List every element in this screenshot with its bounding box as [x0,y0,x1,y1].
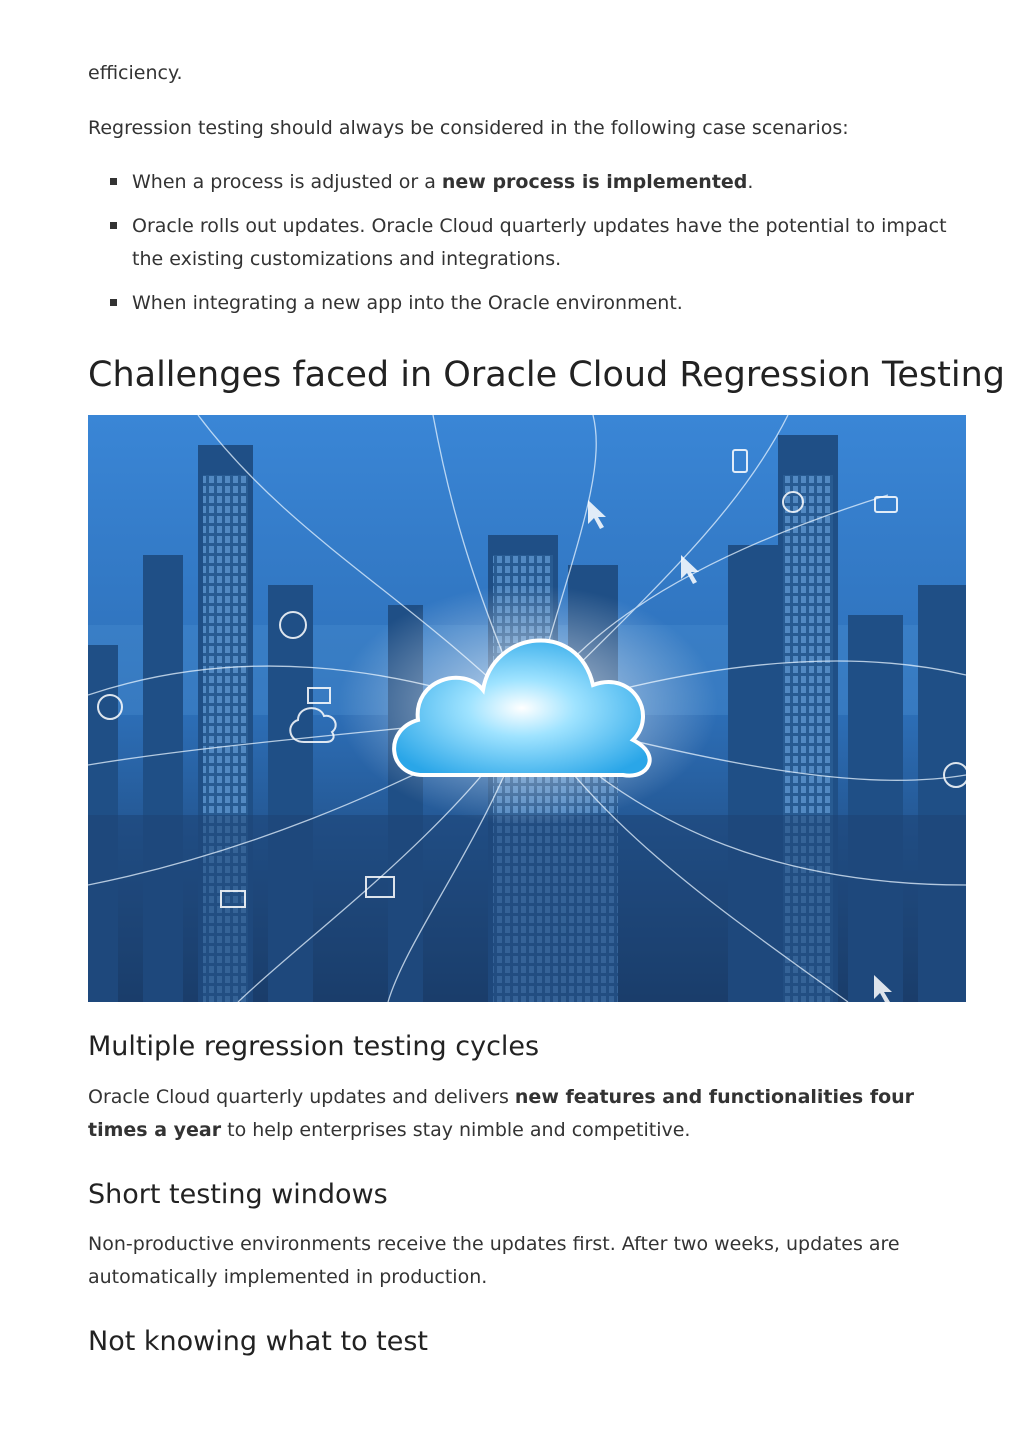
paragraph-bold-text: new features and functionalities four times a year [88,1086,915,1141]
paragraph-text-end: to help enterprises stay nimble and competitive. [221,1119,691,1141]
subsection-heading: Multiple regression testing cycles [88,1031,540,1062]
list-item [88,210,948,276]
list-item-bold-text: new process is implemented [441,171,748,193]
cloud-city-image [88,415,966,1002]
list-item [88,287,948,320]
list-item [88,166,948,199]
intro-paragraph: Regression testing should always be considered in the following case scenarios: [88,117,849,139]
section-heading: Challenges faced in Oracle Cloud Regression Testing [88,355,1005,395]
square-bullet-icon [110,299,117,306]
square-bullet-icon [110,222,117,229]
subsection-heading: Not knowing what to test [88,1326,429,1357]
list-item-text-end: . [747,171,754,193]
scenario-list [88,166,948,331]
paragraph-fragment: efficiency. [88,62,183,84]
list-item-text: Oracle rolls out updates. Oracle Cloud quarterly updates have the potential to impact the existing customizations and integrations. [132,215,947,270]
subsection-heading: Short testing windows [88,1179,388,1210]
subsection-paragraph: Non-productive environments receive the updates first. After two weeks, updates are automatically implemented in production. [88,1233,900,1288]
square-bullet-icon [110,178,117,185]
list-item-text: When a process is adjusted or a [132,171,442,193]
subsection-paragraph [88,1081,966,1147]
paragraph-text: Oracle Cloud quarterly updates and delivers [88,1086,515,1108]
list-item-text: When integrating a new app into the Oracle environment. [132,292,683,314]
